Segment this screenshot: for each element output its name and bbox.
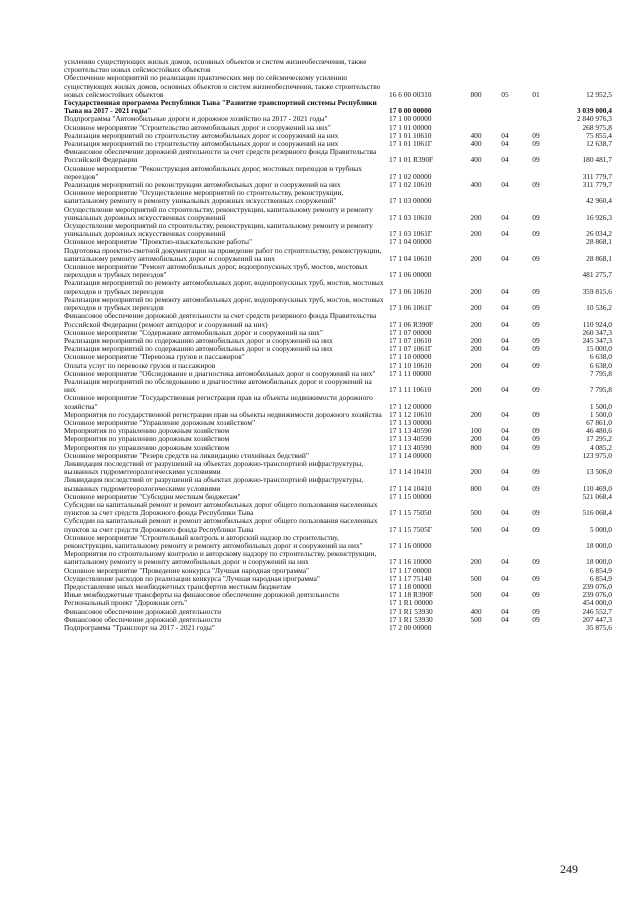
table-row xyxy=(64,165,612,181)
row-amount: 10 536,2 xyxy=(586,303,612,313)
row-code: 17 1 15 75050 xyxy=(389,508,432,518)
row-amount: 246 552,7 xyxy=(582,606,612,616)
row-subsection: 09 xyxy=(532,139,540,149)
row-code: 17 1 06 1061Г xyxy=(389,303,433,313)
row-amount: 239 076,0 xyxy=(582,590,612,600)
row-section: 04 xyxy=(501,590,509,600)
row-expense-type: 500 xyxy=(470,590,482,600)
table-row xyxy=(64,189,612,205)
row-code: 17 1 07 00000 xyxy=(389,327,432,337)
row-expense-type: 200 xyxy=(470,434,482,444)
row-amount: 17 295,2 xyxy=(586,434,612,444)
row-amount: 1 500,0 xyxy=(589,401,612,411)
row-expense-type: 200 xyxy=(470,253,482,263)
row-code: 17 1 01 1061Г xyxy=(389,139,433,149)
row-name: Реализация мероприятий по строительству автомобильных дорог и сооружений на них xyxy=(64,139,339,149)
row-expense-type: 800 xyxy=(470,442,482,452)
row-amount: 6 854,9 xyxy=(589,573,612,583)
row-name: Основное мероприятие "Строительный контроль и авторский надзор по строительству, реконструкции, капитальному ремонту и ремонту автомобильных дорог и сооружений на них" xyxy=(64,532,363,550)
row-section: 04 xyxy=(501,557,509,567)
row-section: 04 xyxy=(501,212,509,222)
row-amount: 16 926,3 xyxy=(586,212,612,222)
row-section: 04 xyxy=(501,385,509,395)
row-code: 17 1 16 00000 xyxy=(389,540,432,550)
row-expense-type: 200 xyxy=(470,344,482,354)
row-name: Мероприятия по строительному контролю и авторскому надзору по строительству, реконструкции, капитальному ремонту и ремонту автомобильных дорог и сооружений на них xyxy=(64,549,377,567)
row-amount: 311 779,7 xyxy=(582,180,612,190)
row-amount: 42 960,4 xyxy=(586,196,612,206)
row-name: Основное мероприятие "Осуществление мероприятий по строительству, реконструкции, капитальному ремонту и ремонту уникальных дорожных искусственных сооружений" xyxy=(64,188,344,206)
row-section: 04 xyxy=(501,180,509,190)
row-code: 17 1 11 00000 xyxy=(389,368,432,378)
row-expense-type: 200 xyxy=(470,335,482,345)
row-subsection: 09 xyxy=(532,409,540,419)
row-subsection: 09 xyxy=(532,557,540,567)
row-name: Реализация мероприятий по реконструкции автомобильных дорог и сооружений на них xyxy=(64,180,341,190)
row-name: Субсидии на капитальный ремонт и ремонт автомобильных дорог общего пользования населенных пунктов за счет средств Дорожного фонда Республики Тыва xyxy=(64,499,378,518)
row-expense-type: 800 xyxy=(470,89,482,99)
row-section: 04 xyxy=(501,335,509,345)
table-row xyxy=(64,247,612,263)
row-name: Предоставление иных межбюджетных трансфертов местным бюджетам xyxy=(64,582,291,591)
row-name: Субсидии на капитальный ремонт и ремонт автомобильных дорог общего пользования населенных пунктов за счет средств Дорожного фонда Республики Тыва xyxy=(64,516,378,534)
table-row xyxy=(64,624,612,632)
row-subsection: 09 xyxy=(532,180,540,190)
row-subsection: 09 xyxy=(532,385,540,395)
row-name: Мероприятия по управлению дорожным хозяйством xyxy=(64,426,230,436)
row-expense-type: 200 xyxy=(470,409,482,419)
row-name: Реализация мероприятий по содержанию автомобильных дорог и сооружений на них xyxy=(64,335,333,345)
row-amount: 516 068,4 xyxy=(582,508,612,518)
row-code: 17 1 00 00000 xyxy=(389,114,432,124)
row-amount: 4 085,2 xyxy=(589,442,612,452)
row-amount: 15 000,0 xyxy=(586,344,612,354)
row-name: Мероприятия по управлению дорожным хозяйством xyxy=(64,434,230,444)
row-amount: 28 868,1 xyxy=(586,253,612,263)
row-subsection: 09 xyxy=(532,335,540,345)
row-amount: 6 854,9 xyxy=(589,565,612,575)
row-name: Основное мероприятие "Проектно-изыскательские работы" xyxy=(64,237,252,247)
row-name: Основное мероприятие "Проведение конкурса "Лучшая народная программа" xyxy=(64,565,310,575)
row-expense-type: 200 xyxy=(470,319,482,329)
row-expense-type: 400 xyxy=(470,130,482,140)
table-row xyxy=(64,58,612,74)
row-section: 04 xyxy=(501,409,509,419)
row-name: усилению существующих жилых домов, основных объектов и систем жизнеобеспечения, также строительство новых сейсмостойких объектов xyxy=(64,57,367,75)
row-section: 04 xyxy=(501,606,509,616)
row-code: 17 0 00 00000 xyxy=(389,106,432,116)
row-name: Подпрограмма "Транспорт на 2017 - 2021 годы" xyxy=(64,623,215,633)
row-name: Финансовое обеспечение дорожной деятельности за счет средств резервного фонда Правительства Российской Федерации (ремонт автодорог и сооружений на них) xyxy=(64,311,377,329)
row-subsection: 09 xyxy=(532,212,540,222)
row-expense-type: 200 xyxy=(470,385,482,395)
row-name: Основное мероприятие "Обследование и диагностика автомобильных дорог и сооружений на них" xyxy=(64,368,376,378)
table-row xyxy=(64,296,612,312)
table-row xyxy=(64,550,612,566)
row-code: 17 1 02 00000 xyxy=(389,171,432,181)
row-expense-type: 200 xyxy=(470,212,482,222)
row-subsection: 09 xyxy=(532,524,540,534)
table-row xyxy=(64,501,612,517)
row-name: Реализация мероприятий по обследованию и диагностике автомобильных дорог и сооружений на них xyxy=(64,376,372,395)
row-section: 05 xyxy=(501,89,509,99)
row-code: 17 1 07 10610 xyxy=(389,335,432,345)
row-subsection: 09 xyxy=(532,130,540,140)
row-code: 17 1 03 00000 xyxy=(389,196,432,206)
row-amount: 245 347,3 xyxy=(582,335,612,345)
row-expense-type: 100 xyxy=(470,426,482,436)
row-amount: 7 795,8 xyxy=(589,368,612,378)
row-subsection: 09 xyxy=(532,303,540,313)
row-subsection: 09 xyxy=(532,319,540,329)
row-expense-type: 200 xyxy=(470,303,482,313)
row-name: Основное мероприятие "Перевозка грузов и пассажиров" xyxy=(64,352,245,362)
row-subsection: 09 xyxy=(532,442,540,452)
table-row xyxy=(64,378,612,394)
budget-table xyxy=(64,58,612,632)
row-code: 17 1 18 R390F xyxy=(389,590,434,600)
row-section: 04 xyxy=(501,426,509,436)
row-section: 04 xyxy=(501,573,509,583)
table-row xyxy=(64,394,612,410)
row-amount: 7 795,8 xyxy=(589,385,612,395)
row-amount: 311 779,7 xyxy=(582,171,612,181)
row-amount: 28 868,1 xyxy=(586,237,612,247)
row-expense-type: 400 xyxy=(470,180,482,190)
row-expense-type: 500 xyxy=(470,573,482,583)
row-name: Осуществление мероприятий по строительству, реконструкции, капитальному ремонту и ремонту уникальных дорожных искусственных сооружений xyxy=(64,221,373,239)
row-amount: 110 469,0 xyxy=(582,483,612,493)
row-section: 04 xyxy=(501,344,509,354)
row-code: 17 1 03 10610 xyxy=(389,212,432,222)
row-name: Основное мероприятие "Резерв средств на ликвидацию стихийных бедствий" xyxy=(64,450,309,460)
row-name: Ликвидация последствий от разрушений на объектах дорожно-транспортной инфраструктуры, вызванных гидрометеорологическими условиями xyxy=(64,458,364,477)
row-code: 17 1 15 00000 xyxy=(389,491,432,501)
row-code: 17 1 10 00000 xyxy=(389,352,432,362)
table-row xyxy=(64,74,612,99)
row-subsection: 09 xyxy=(532,229,540,239)
row-amount: 239 076,0 xyxy=(582,582,612,591)
row-section: 04 xyxy=(501,483,509,493)
row-subsection: 09 xyxy=(532,606,540,616)
row-amount: 359 815,6 xyxy=(582,286,612,296)
row-expense-type: 400 xyxy=(470,606,482,616)
row-amount: 46 480,6 xyxy=(586,426,612,436)
row-code: 17 1 10 10610 xyxy=(389,360,432,370)
row-subsection: 09 xyxy=(532,253,540,263)
row-name: Обеспечение мероприятий по реализации практических мер по сейсмическому усилению существующих жилых домов, основных объектов и систем жизнеобеспечения, также строительство новых сейсмостойких объектов xyxy=(64,73,381,99)
row-code: 17 1 R1 53930 xyxy=(389,614,433,624)
row-amount: 268 975,8 xyxy=(582,122,612,132)
row-name: Подготовка проектно-сметной документации на проведение работ по строительству, реконструкции, капитальному ремонту автомобильных дорог и сооружений на них xyxy=(64,245,382,263)
row-expense-type: 500 xyxy=(470,614,482,624)
row-subsection: 09 xyxy=(532,344,540,354)
row-name: Финансовое обеспечение дорожной деятельности за счет средств резервного фонда Правительства Российской Федерации xyxy=(64,147,377,165)
row-code: 17 1 13 00000 xyxy=(389,417,432,427)
row-section: 04 xyxy=(501,614,509,624)
row-code: 17 1 18 00000 xyxy=(389,582,432,591)
row-amount: 13 506,0 xyxy=(586,467,612,477)
row-code: 17 1 12 00000 xyxy=(389,401,432,411)
row-code: 17 1 13 40590 xyxy=(389,442,432,452)
row-code: 17 1 14 10410 xyxy=(389,483,432,493)
row-subsection: 09 xyxy=(532,590,540,600)
row-name: Основное мероприятие "Управление дорожным хозяйством" xyxy=(64,417,256,427)
row-section: 04 xyxy=(501,253,509,263)
row-code: 17 1 13 40590 xyxy=(389,426,432,436)
row-section: 04 xyxy=(501,524,509,534)
row-code: 17 1 01 10610 xyxy=(389,130,432,140)
row-amount: 12 638,7 xyxy=(586,139,612,149)
row-code: 17 1 16 10000 xyxy=(389,557,432,567)
row-name: Государственная программа Республики Тыва "Развитие транспортной системы Республики Тыва на 2017 - 2021 годы" xyxy=(64,98,377,116)
row-expense-type: 200 xyxy=(470,467,482,477)
row-section: 04 xyxy=(501,319,509,329)
row-name: Реализация мероприятий по ремонту автомобильных дорог, водопропускных труб, мостов, мостовых переходов и трубных переездов xyxy=(64,278,384,296)
row-code: 17 1 14 00000 xyxy=(389,450,432,460)
row-amount: 26 034,2 xyxy=(586,229,612,239)
row-name: Осуществление мероприятий по строительству, реконструкции, капитальному ремонту и ремонту уникальных дорожных искусственных сооружений xyxy=(64,204,373,222)
row-code: 17 1 R1 00000 xyxy=(389,598,433,608)
row-name: Региональный проект "Дорожная сеть" xyxy=(64,598,188,608)
row-code: 17 1 07 1061Г xyxy=(389,344,433,354)
row-name: Основное мероприятие "Государственная регистрация прав на объекты недвижимости дорожного хозяйства" xyxy=(64,393,373,411)
row-expense-type: 800 xyxy=(470,483,482,493)
row-name: Реализация мероприятий по строительству автомобильных дорог и сооружений на них xyxy=(64,130,339,140)
row-amount: 18 000,0 xyxy=(586,557,612,567)
row-name: Ликвидация последствий от разрушений на объектах дорожно-транспортной инфраструктуры, вызванных гидрометеорологическими условиями xyxy=(64,475,364,493)
row-code: 17 1 R1 53930 xyxy=(389,606,433,616)
row-subsection: 09 xyxy=(532,286,540,296)
row-amount: 35 875,6 xyxy=(586,623,612,633)
row-code: 16 6 00 00310 xyxy=(389,89,432,99)
row-amount: 2 840 976,3 xyxy=(576,114,612,124)
row-amount: 180 481,7 xyxy=(582,155,612,165)
row-amount: 1 500,0 xyxy=(589,409,612,419)
row-subsection: 09 xyxy=(532,426,540,436)
row-amount: 207 447,3 xyxy=(582,614,612,624)
row-name: Реализация мероприятий по ремонту автомобильных дорог, водопропускных труб, мостов, мостовых переходов и трубных переездов xyxy=(64,294,384,313)
table-row xyxy=(64,263,612,279)
row-code: 17 1 01 00000 xyxy=(389,122,432,132)
row-subsection: 09 xyxy=(532,467,540,477)
row-name: Реализация мероприятий по содержанию автомобильных дорог и сооружений на них xyxy=(64,344,333,354)
row-code: 17 1 06 00000 xyxy=(389,270,432,280)
row-section: 04 xyxy=(501,229,509,239)
row-subsection: 01 xyxy=(532,89,540,99)
row-amount: 6 638,0 xyxy=(589,352,612,362)
row-name: Финансовое обеспечение дорожной деятельности xyxy=(64,614,222,624)
table-row xyxy=(64,312,612,328)
row-code: 17 1 15 7505Г xyxy=(389,524,433,534)
row-code: 17 1 02 10610 xyxy=(389,180,432,190)
row-section: 04 xyxy=(501,303,509,313)
row-section: 04 xyxy=(501,139,509,149)
row-code: 17 1 06 10610 xyxy=(389,286,432,296)
row-code: 17 1 12 10610 xyxy=(389,409,432,419)
row-amount: 454 000,0 xyxy=(582,598,612,608)
row-amount: 260 347,3 xyxy=(582,327,612,337)
row-section: 04 xyxy=(501,442,509,452)
row-code: 17 1 04 10610 xyxy=(389,253,432,263)
row-code: 17 1 17 75140 xyxy=(389,573,432,583)
row-code: 17 1 14 10410 xyxy=(389,467,432,477)
row-section: 04 xyxy=(501,467,509,477)
row-amount: 18 000,0 xyxy=(586,540,612,550)
table-row xyxy=(64,148,612,164)
row-name: Оплата услуг по перевозке грузов и пассажиров xyxy=(64,360,216,370)
row-code: 17 1 03 1061Г xyxy=(389,229,433,239)
row-expense-type: 200 xyxy=(470,229,482,239)
row-expense-type: 400 xyxy=(470,139,482,149)
row-subsection: 09 xyxy=(532,483,540,493)
row-section: 04 xyxy=(501,155,509,165)
table-row xyxy=(64,222,612,238)
row-section: 04 xyxy=(501,130,509,140)
row-code: 17 1 06 R390F xyxy=(389,319,434,329)
row-amount: 110 924,0 xyxy=(582,319,612,329)
row-subsection: 09 xyxy=(532,614,540,624)
row-name: Осуществление расходов по реализации конкурса "Лучшая народная программа" xyxy=(64,573,320,583)
row-name: Подпрограмма "Автомобильные дороги и дорожное хозяйство на 2017 - 2021 годы" xyxy=(64,114,328,124)
table-row xyxy=(64,534,612,550)
row-code: 17 1 17 00000 xyxy=(389,565,432,575)
row-subsection: 09 xyxy=(532,508,540,518)
row-name: Мероприятия по управлению дорожным хозяйством xyxy=(64,442,230,452)
row-amount: 75 855,4 xyxy=(586,130,612,140)
table-row xyxy=(64,517,612,533)
row-amount: 481 275,7 xyxy=(582,270,612,280)
row-expense-type: 500 xyxy=(470,524,482,534)
row-name: Финансовое обеспечение дорожной деятельности xyxy=(64,606,222,616)
table-row xyxy=(64,206,612,222)
row-section: 04 xyxy=(501,286,509,296)
table-row xyxy=(64,460,612,476)
row-name: Основное мероприятие "Ремонт автомобильных дорог, водопропускных труб, мостов, мостовых переходов и трубных переездов" xyxy=(64,262,368,280)
row-subsection: 09 xyxy=(532,360,540,370)
row-name: Мероприятия по государственной регистрации прав на объекты недвижимости дорожного хозяйства xyxy=(64,409,382,419)
row-code: 17 2 00 00000 xyxy=(389,623,432,633)
row-section: 04 xyxy=(501,434,509,444)
row-name: Основное мероприятие "Субсидии местным бюджетам" xyxy=(64,491,241,501)
row-code: 17 1 01 R390F xyxy=(389,155,434,165)
row-amount: 123 975,0 xyxy=(582,450,612,460)
row-subsection: 09 xyxy=(532,573,540,583)
row-code: 17 1 13 40590 xyxy=(389,434,432,444)
row-amount: 6 638,0 xyxy=(589,360,612,370)
table-row xyxy=(64,99,612,115)
row-amount: 3 039 000,4 xyxy=(576,106,612,116)
row-amount: 521 068,4 xyxy=(582,491,612,501)
row-code: 17 1 04 00000 xyxy=(389,237,432,247)
row-name: Основное мероприятие "Реконструкция автомобильных дорог, мостовых переходов и трубных переездов" xyxy=(64,163,362,181)
row-amount: 5 000,0 xyxy=(589,524,612,534)
table-row xyxy=(64,476,612,492)
row-name: Иные межбюджетные трансферты на финансовое обеспечение дорожной деятельности xyxy=(64,590,339,600)
row-expense-type: 200 xyxy=(470,360,482,370)
row-section: 04 xyxy=(501,508,509,518)
page-number: 249 xyxy=(560,862,578,876)
table-row xyxy=(64,279,612,295)
row-amount: 67 861,0 xyxy=(586,417,612,427)
row-section: 04 xyxy=(501,360,509,370)
row-expense-type: 200 xyxy=(470,557,482,567)
row-name: Основное мероприятие "Содержание автомобильных дорог и сооружений на них" xyxy=(64,327,323,337)
row-amount: 12 952,5 xyxy=(586,89,612,99)
row-subsection: 09 xyxy=(532,434,540,444)
row-expense-type: 500 xyxy=(470,508,482,518)
row-code: 17 1 11 10610 xyxy=(389,385,432,395)
row-name: Основное мероприятие "Строительство автомобильных дорог и сооружений на них" xyxy=(64,122,331,132)
row-subsection: 09 xyxy=(532,155,540,165)
row-expense-type: 400 xyxy=(470,155,482,165)
row-expense-type: 200 xyxy=(470,286,482,296)
